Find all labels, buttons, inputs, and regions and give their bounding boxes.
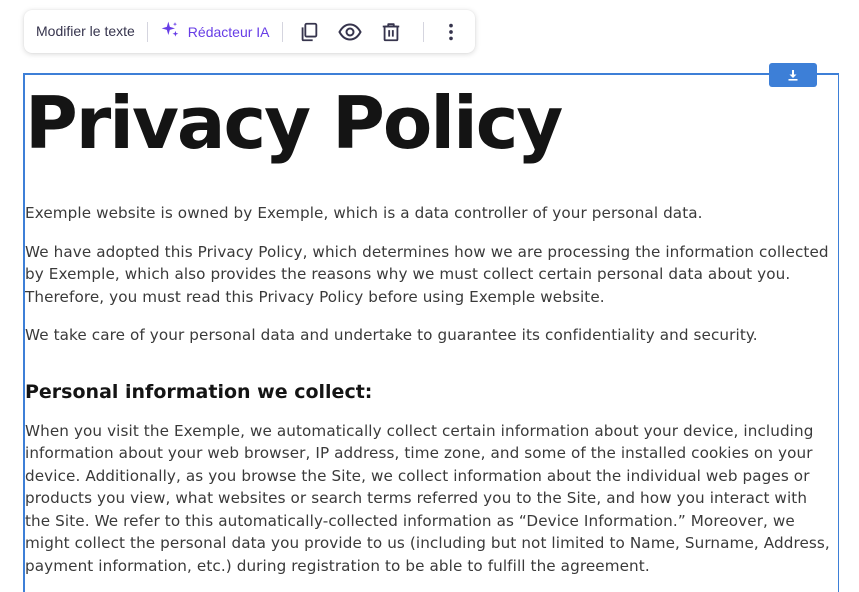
more-vertical-icon <box>440 21 462 43</box>
text-content <box>25 74 833 577</box>
paragraph: We take care of your personal data and undertake to guarantee its confidentiality and security. <box>25 326 758 344</box>
download-icon <box>787 66 799 85</box>
section-heading: Personal information we collect: <box>25 380 373 403</box>
paragraph: Exemple website is owned by Exemple, which is a data controller of your personal data. <box>25 204 703 222</box>
preview-button[interactable] <box>335 17 364 47</box>
paragraph: When you visit the Exemple, we automatically collect certain information about your device, including information about your web browser, IP address, time zone, and some of the installed cookies on your device. Additionally, as you browse the Site, we collect information about the individual web pages or products you view, what websites or search terms referred you to the Site, and how you interact with the Site. We refer to this automatically-collected information as “Device Information.” Moreover, we might collect the personal data you provide to us (including but not limited to Name, Surname, Address, payment information, etc.) during registration to be able to fulfill the agreement. <box>25 421 830 575</box>
toolbar-divider <box>282 22 283 42</box>
eye-icon <box>338 20 362 44</box>
ai-writer-button[interactable] <box>160 20 270 44</box>
paragraph: We have adopted this Privacy Policy, which determines how we are processing the information collected by Exemple, which also provides the reasons why we must collect certain personal data about you. Therefore, you must read this Privacy Policy before using Exemple website. <box>25 242 829 306</box>
trash-icon <box>380 21 402 43</box>
more-options-button[interactable] <box>436 17 465 47</box>
duplicate-button[interactable] <box>294 17 323 47</box>
edit-text-button[interactable]: Modifier le texte <box>36 23 135 39</box>
sparkle-icon <box>160 20 180 44</box>
page-title: Privacy Policy <box>25 81 562 165</box>
ai-writer-label: Rédacteur IA <box>187 23 270 40</box>
floating-toolbar <box>24 10 475 53</box>
block-handle-button[interactable] <box>769 63 817 87</box>
delete-button[interactable] <box>376 17 405 47</box>
toolbar-divider <box>147 22 148 42</box>
toolbar-divider <box>423 22 424 42</box>
duplicate-icon <box>298 21 320 43</box>
